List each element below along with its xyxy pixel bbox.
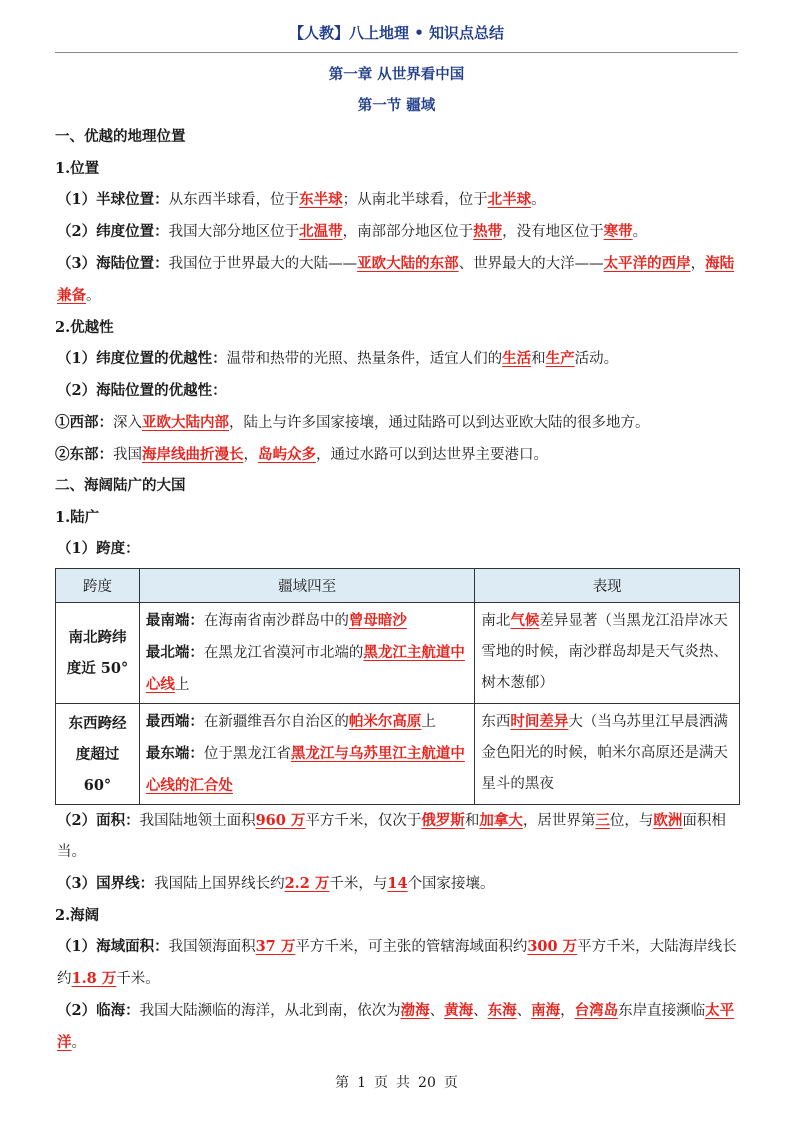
text: 南北 <box>481 613 511 629</box>
para-latitude <box>55 216 738 248</box>
para-sea-land-advantage <box>55 375 738 407</box>
answer: 14 <box>387 875 408 892</box>
answer: 寒带 <box>603 223 633 240</box>
text: 、世界最大的大洋—— <box>458 256 604 272</box>
answer: 37 万 <box>255 938 296 955</box>
text: ，通过水路可以到达世界主要港口。 <box>316 447 548 463</box>
answer: 三 <box>595 812 610 829</box>
page-footer <box>0 1072 793 1092</box>
heading-vast-country: 二、海阔陆广的大国 <box>55 478 186 494</box>
table-header: 疆域四至 <box>139 569 474 603</box>
text: 我国陆地领土面积 <box>139 813 256 829</box>
text: 在新疆维吾尔自治区的 <box>203 714 349 730</box>
answer: 亚欧大陆的东部 <box>357 255 459 272</box>
text: 位于黑龙江省 <box>203 746 291 762</box>
text: 、 <box>429 1003 445 1019</box>
text: 上 <box>174 677 190 693</box>
para-latitude-advantage <box>55 343 738 375</box>
subheading-land: 1.陆广 <box>55 509 100 526</box>
label: （2）面积： <box>57 812 140 829</box>
footer-text: 页 <box>374 1075 389 1091</box>
text: 个国家接壤。 <box>407 876 495 892</box>
answer: 欧洲 <box>653 812 683 829</box>
para-east <box>55 439 738 471</box>
answer: 时间差异 <box>510 713 569 730</box>
answer: 黑龙江主航道中心线 <box>145 644 465 693</box>
answer: 1.8 万 <box>71 970 117 987</box>
label: （1）跨度： <box>57 540 140 557</box>
answer: 曾母暗沙 <box>348 612 407 629</box>
heading-advantageous-location: 一、优越的地理位置 <box>55 129 186 145</box>
answer: 黑龙江与乌苏里江主航道中心线的汇合处 <box>145 745 465 794</box>
answer: 2.2 万 <box>284 875 330 892</box>
answer: 海岸线曲折漫长 <box>142 446 244 463</box>
text: 温带和热带的光照、热量条件，适宜人们的 <box>226 351 503 367</box>
text: 。 <box>632 224 648 240</box>
text: ， <box>243 447 258 463</box>
page-header: 【人教】八上地理 • 知识点总结 <box>288 24 505 42</box>
chapter-title: 第一章 从世界看中国 <box>328 67 465 83</box>
para-span <box>55 533 738 565</box>
text: 东岸直接濒临 <box>618 1003 706 1019</box>
para-sea-area <box>55 931 738 995</box>
footer-text: 共 <box>396 1075 411 1091</box>
answer: 北半球 <box>487 191 532 208</box>
label: 最西端： <box>145 713 204 730</box>
answer: 热带 <box>473 223 503 240</box>
text: 平方千米，仅次于 <box>305 813 422 829</box>
label: （2）海陆位置的优越性： <box>57 382 227 399</box>
answer: 东海 <box>487 1002 517 1019</box>
answer: 岛屿众多 <box>258 446 316 463</box>
label: 最南端： <box>145 612 204 629</box>
answer: 太平洋 <box>57 1002 735 1051</box>
text: 在黑龙江省漠河市北端的 <box>203 645 364 661</box>
label: 最东端： <box>145 745 204 762</box>
subheading-location: 1.位置 <box>55 160 100 177</box>
answer: 生产 <box>545 350 575 367</box>
answer: 渤海 <box>400 1002 430 1019</box>
label: （3）国界线： <box>57 875 155 892</box>
table-row <box>56 704 740 805</box>
label: （1）纬度位置的优越性： <box>57 350 227 367</box>
total-pages: 20 <box>418 1075 436 1091</box>
answer: 加拿大 <box>479 812 523 829</box>
text: 、 <box>516 1003 532 1019</box>
para-adjacent-seas <box>55 995 738 1059</box>
text: 。 <box>71 1035 86 1051</box>
text: 我国大部分地区位于 <box>168 224 300 240</box>
text: ，陆上与许多国家接壤，通过陆路可以到达亚欧大陆的很多地方。 <box>229 415 650 431</box>
para-hemisphere <box>55 184 738 216</box>
label: ①西部： <box>55 414 113 431</box>
table-cell-effect <box>475 603 740 704</box>
text: 。 <box>86 288 101 304</box>
text: 我国大陆濒临的海洋，从北到南，依次为 <box>139 1003 401 1019</box>
text: 从东西半球看，位于 <box>168 192 300 208</box>
table-cell-span: 东西跨经度超过 60° <box>56 704 140 805</box>
header-divider <box>55 52 738 53</box>
text: 平方千米，可主张的管辖海域面积约 <box>295 939 528 955</box>
territory-table <box>55 568 740 805</box>
text: 差异显著（当黑龙江沿岸冰天雪地的时候，南沙群岛却是天气炎热、树木葱郁） <box>481 613 728 691</box>
table-cell-effect <box>475 704 740 805</box>
text: 上 <box>421 714 436 730</box>
text: ， <box>560 1003 575 1019</box>
page-number: 1 <box>357 1075 367 1091</box>
text: ， <box>690 256 706 272</box>
para-area <box>55 805 738 868</box>
table-cell-extremes <box>139 603 474 704</box>
answer: 气候 <box>510 612 540 629</box>
answer: 台湾岛 <box>574 1002 619 1019</box>
text: 我国陆上国界线长约 <box>154 876 285 892</box>
text: 深入 <box>113 415 142 431</box>
text: 我国位于世界最大的大陆—— <box>168 256 358 272</box>
label: （2）纬度位置： <box>57 223 169 240</box>
text: 位，与 <box>609 813 654 829</box>
answer: 300 万 <box>527 938 578 955</box>
answer: 太平洋的西岸 <box>603 255 691 272</box>
text: 面积相当。 <box>57 813 726 860</box>
text: 我国 <box>113 447 142 463</box>
text: 活动。 <box>574 351 619 367</box>
subheading-sea: 2.海阔 <box>55 907 100 924</box>
footer-text: 第 <box>335 1075 350 1091</box>
subheading-advantages: 2.优越性 <box>55 319 114 336</box>
label: （1）海域面积： <box>57 938 169 955</box>
text: 。 <box>531 192 546 208</box>
answer: 黄海 <box>444 1002 474 1019</box>
section-title: 第一节 疆域 <box>357 98 436 114</box>
text: ；从南北半球看，位于 <box>342 192 488 208</box>
label: （1）半球位置： <box>57 191 169 208</box>
text: 东西 <box>481 714 511 730</box>
text: ，没有地区位于 <box>502 224 604 240</box>
answer: 俄罗斯 <box>421 812 465 829</box>
answer: 北温带 <box>299 223 343 240</box>
label: 最北端： <box>145 644 204 661</box>
text: 平方千米，大陆海岸线长约 <box>57 939 737 987</box>
text: ，南部部分地区位于 <box>342 224 474 240</box>
text: 、 <box>473 1003 488 1019</box>
text: 在海南省南沙群岛中的 <box>203 613 349 629</box>
answer: 亚欧大陆内部 <box>142 414 229 431</box>
table-header-row <box>56 569 740 603</box>
footer-text: 页 <box>443 1075 458 1091</box>
label: （2）临海： <box>57 1002 140 1019</box>
document-body <box>55 60 738 1059</box>
answer: 南海 <box>531 1002 561 1019</box>
para-sea-land <box>55 248 738 312</box>
answer: 960 万 <box>255 812 306 829</box>
label: （3）海陆位置： <box>57 255 169 272</box>
text: 和 <box>531 351 546 367</box>
text: 我国领海面积 <box>168 939 256 955</box>
answer: 帕米尔高原 <box>348 713 422 730</box>
text: 千米，与 <box>329 876 388 892</box>
table-header: 表现 <box>475 569 740 603</box>
text: 大（当乌苏里江早晨洒满金色阳光的时候，帕米尔高原还是满天星斗的黑夜 <box>481 714 728 792</box>
answer: 生活 <box>502 350 532 367</box>
answer: 东半球 <box>299 191 343 208</box>
text: 千米。 <box>116 971 160 987</box>
text: 和 <box>464 813 480 829</box>
para-border <box>55 868 738 900</box>
table-header: 跨度 <box>56 569 140 603</box>
table-cell-span: 南北跨纬度近 50° <box>56 603 140 704</box>
para-west <box>55 407 738 439</box>
text: ，居世界第 <box>522 813 596 829</box>
table-cell-extremes <box>139 704 474 805</box>
label: ②东部： <box>55 446 113 463</box>
table-row <box>56 603 740 704</box>
answer: 海陆兼备 <box>57 255 735 304</box>
